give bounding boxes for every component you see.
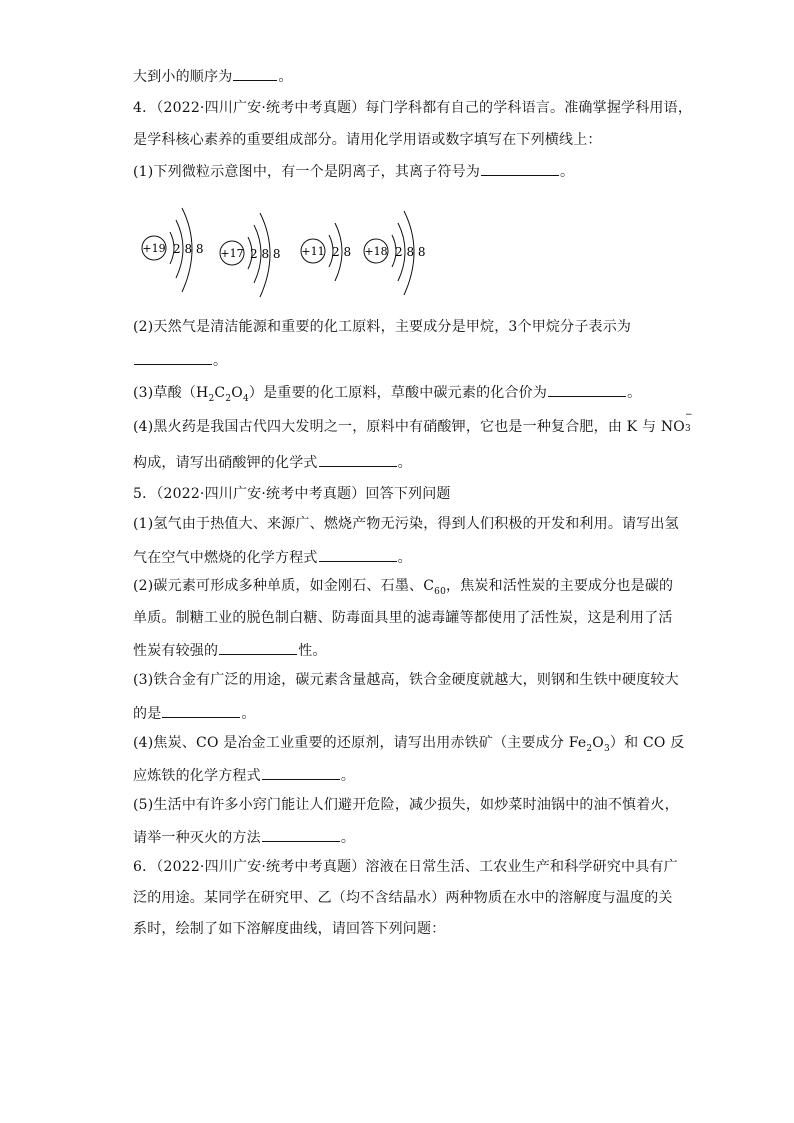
nucleus-label: +17 [220, 247, 244, 260]
question-5-1: (1)氢气由于热值大、来源广、燃烧产物无污染，得到人们积极的开发和利用。请写出氢 [133, 516, 679, 532]
question-4-4: (4)黑火药是我国古代四大发明之一，原料中有硝酸钾，它也是一种复合肥，由 K 与 NO − 3 [133, 410, 693, 435]
question-5-5: (5)生活中有许多小窍门能让人们避开危险，减少损失，如炒菜时油锅中的油不慎着火， [133, 797, 679, 813]
question-5-2: (2)碳元素可形成多种单质，如金刚石、石墨、$C_{60}$，焦炭和活性炭的主要成分也是碳的 [133, 578, 674, 597]
text-line: 性炭有较强的 性。 [133, 640, 327, 660]
atom-diagram-2 [220, 213, 281, 297]
text-line: 请举一种灭火的方法 。 [133, 827, 355, 847]
nucleus-label: +19 [142, 242, 166, 255]
shell-electrons-label: 2 8 8 [250, 247, 281, 261]
atom-diagram-4 [364, 211, 426, 295]
answer-blank[interactable] [219, 640, 297, 655]
question-6-header: 6．（2022·四川广安·统考中考真题）溶液在日常生活、工农业生产和科学研究中具有广 [133, 859, 678, 875]
answer-blank[interactable] [319, 452, 397, 467]
nucleus-label: +11 [301, 245, 325, 258]
text-line: 是学科核心素养的重要组成部分。请用化学用语或数字填写在下列横线上： [133, 132, 602, 148]
atom-structure-diagrams [130, 200, 460, 300]
text-line: 气在空气中燃烧的化学方程式 。 [133, 547, 412, 567]
text-line: 泛的用途。某同学在研究甲、乙（均不含结晶水）两种物质在水中的溶解度与温度的关 [133, 890, 673, 906]
text-line: 大到小的顺序为 。 [133, 66, 293, 86]
shell-electrons-label: 2 8 8 [173, 242, 204, 256]
atom-diagram-3 [301, 223, 351, 281]
text-line: 构成，请写出硝酸钾的化学式 。 [133, 452, 412, 472]
text-line: 系时，绘制了如下溶解度曲线，请回答下列问题： [133, 921, 446, 937]
nucleus-label: +18 [364, 245, 388, 258]
answer-blank[interactable] [262, 765, 340, 780]
answer-blank[interactable] [319, 547, 397, 562]
atom-diagram-1 [142, 208, 204, 292]
text-line: 。 [133, 350, 227, 370]
shell-electrons-label: 2 8 8 [395, 245, 426, 259]
question-4-header: 4．（2022·四川广安·统考中考真题）每门学科都有自己的学科语言。准确掌握学科用语， [133, 100, 693, 116]
question-5-header: 5．（2022·四川广安·统考中考真题）回答下列问题 [133, 486, 451, 502]
question-4-3: (3)草酸$(H_2C_2O_4)$是重要的化工原料，草酸中碳元素的化合价为 。 [133, 382, 641, 402]
answer-blank[interactable] [134, 350, 212, 365]
answer-blank[interactable] [162, 703, 240, 718]
shell-electrons-label: 2 8 [332, 245, 352, 259]
answer-blank[interactable] [481, 161, 559, 176]
question-5-3: (3)铁合金有广泛的用途，碳元素含量越高，铁合金硬度就越大，则钢和生铁中硬度较大 [133, 672, 679, 688]
question-4-2: (2)天然气是清洁能源和重要的化工原料，主要成分是甲烷，3个甲烷分子表示为 [133, 319, 632, 335]
answer-blank[interactable] [262, 827, 340, 842]
question-5-4: (4)焦炭、CO 是冶金工业重要的还原剂，请写出用赤铁矿（主要成分 $Fe_2O_3$）和 CO 反 [133, 735, 685, 754]
answer-blank[interactable] [233, 66, 277, 81]
text-line: 单质。制糖工业的脱色制白糖、防毒面具里的滤毒罐等都使用了活性炭，这是利用了活 [133, 610, 673, 626]
question-4-1: (1)下列微粒示意图中，有一个是阴离子，其离子符号为 。 [133, 161, 574, 181]
text-line: 应炼铁的化学方程式 。 [133, 765, 355, 785]
answer-blank[interactable] [548, 382, 626, 397]
text-line: 的是 。 [133, 703, 256, 723]
